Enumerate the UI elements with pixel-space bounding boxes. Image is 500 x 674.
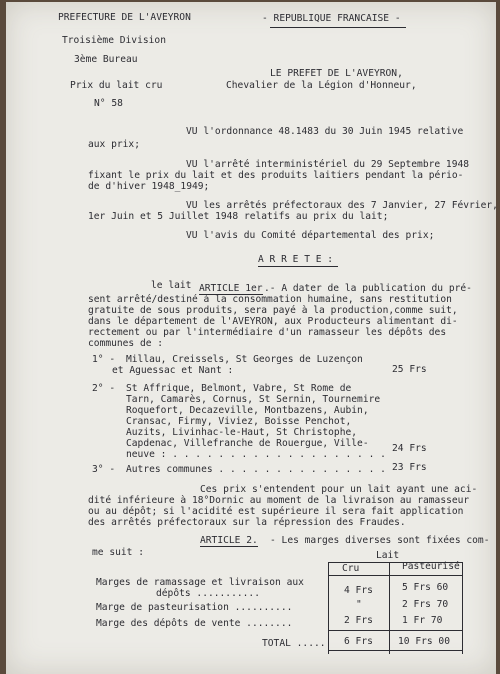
table-right-rule xyxy=(462,562,463,654)
arrete-underline xyxy=(258,266,338,267)
article1-insert: le lait xyxy=(151,280,192,291)
document-page xyxy=(6,2,496,674)
article1-line: sent arrêté/destiné à la consommation humaine, sans restitution xyxy=(88,294,452,305)
table-bottom-rule xyxy=(328,650,462,651)
article1-line: dans le département de l'AVEYRON, aux Producteurs alimentant di- xyxy=(88,316,458,327)
table-cell-pasteurise: 1 Fr 70 xyxy=(402,615,443,626)
table-total-cru: 6 Frs xyxy=(344,636,373,647)
zone-communes: St Affrique, Belmont, Vabre, St Rome de xyxy=(126,383,352,394)
prefect-honour: Chevalier de la Légion d'Honneur, xyxy=(226,80,417,91)
zone-price: 23 Frs xyxy=(392,462,427,473)
preamble-line: VU l'avis du Comité départemental des prix; xyxy=(186,230,435,241)
zone-number: 3° - xyxy=(92,464,116,475)
zone-communes: Capdenac, Villefranche de Rouergue, Ville- xyxy=(126,438,369,449)
article1-line: rectement ou par l'intermédiaire d'un ramasseur les dépôts des xyxy=(88,327,447,338)
zone-communes: Millau, Creissels, St Georges de Luzençon xyxy=(126,354,363,365)
preamble-line: 1er Juin et 5 Juillet 1948 relatifs au prix du lait; xyxy=(88,211,389,222)
table-cell-cru: " xyxy=(356,599,362,610)
republic-underline xyxy=(270,27,406,28)
preamble-line: VU l'ordonnance 48.1483 du 30 Juin 1945 relative xyxy=(186,126,464,137)
bureau-label: 3ème Bureau xyxy=(74,54,138,65)
article2-label: ARTICLE 2. xyxy=(200,535,258,546)
table-row-label: Marge de pasteurisation .......... xyxy=(96,602,293,613)
preamble-line: de d'hiver 1948_1949; xyxy=(88,181,210,192)
zone-communes: Tarn, Camarès, Cornus, St Sernin, Tournemire xyxy=(126,394,381,405)
table-left-rule xyxy=(328,562,329,654)
zone-price: 25 Frs xyxy=(392,364,427,375)
table-cell-cru: 2 Frs xyxy=(344,615,373,626)
table-row-label: Marges de ramassage et livraison aux xyxy=(96,577,304,588)
zone-communes: Auzits, Livinhac-le-Haut, St Christophe, xyxy=(126,427,358,438)
article1-label: ARTICLE 1er xyxy=(199,283,263,294)
table-total-pasteurise: 10 Frs 00 xyxy=(398,636,450,647)
republic-heading: - REPUBLIQUE FRANCAISE - xyxy=(262,13,401,24)
subject-number: N° 58 xyxy=(94,98,123,109)
acidity-line: ou au dépôt; si l'acidité est supérieure il sera fait application xyxy=(88,506,464,517)
preamble-line: fixant le prix du lait et des produits laitiers pendant la pério- xyxy=(88,170,464,181)
table-cell-pasteurise: 2 Frs 70 xyxy=(402,599,449,610)
zone-price: 24 Frs xyxy=(392,443,427,454)
table-col-pasteurise: Pasteurisé xyxy=(402,561,460,572)
article2-text: me suit : xyxy=(92,547,144,558)
table-group-header: Lait xyxy=(376,550,400,561)
zone-number: 1° - xyxy=(92,354,116,365)
zone-communes: et Aguessac et Nant : xyxy=(112,365,234,376)
prefect-title: LE PREFET DE L'AVEYRON, xyxy=(270,68,403,79)
zone-communes: Cransac, Firmy, Viviez, Boisse Penchot, xyxy=(126,416,352,427)
preamble-line: VU les arrêtés préfectoraux des 7 Janvier, 27 Février, xyxy=(186,200,498,211)
preamble-line: aux prix; xyxy=(88,139,140,150)
article1-line: .- A dater de la publication du pré- xyxy=(264,283,472,294)
table-total-label: TOTAL ..... xyxy=(262,638,326,649)
preamble-line: VU l'arrêté interministériel du 29 Septembre 1948 xyxy=(186,159,470,170)
zone-communes: Roquefort, Decazeville, Montbazens, Aubin, xyxy=(126,405,369,416)
acidity-line: des arrêtés préfectoraux sur la répression des Fraudes. xyxy=(88,517,406,528)
table-col-cru: Cru xyxy=(342,563,360,574)
article1-line: communes de : xyxy=(88,338,164,349)
table-subheader-rule xyxy=(328,575,462,576)
division-label: Troisième Division xyxy=(62,35,166,46)
zone-number: 2° - xyxy=(92,383,116,394)
arrete-heading: A R R E T E : xyxy=(258,254,334,265)
table-middle-rule xyxy=(389,562,390,654)
table-row-label: Marge des dépôts de vente ........ xyxy=(96,618,293,629)
acidity-line: dité inférieure à 18°Dornic au moment de la livraison au ramasseur xyxy=(88,495,470,506)
table-total-rule xyxy=(328,630,462,631)
acidity-line: Ces prix s'entendent pour un lait ayant une aci- xyxy=(200,484,478,495)
subject-title: Prix du lait cru xyxy=(70,80,163,91)
table-cell-cru: 4 Frs xyxy=(344,585,373,596)
table-cell-pasteurise: 5 Frs 60 xyxy=(402,582,449,593)
article2-text: - Les marges diverses sont fixées com- xyxy=(270,535,490,546)
table-row-label: dépôts ........... xyxy=(156,588,260,599)
prefecture-heading: PREFECTURE DE L'AVEYRON xyxy=(58,12,191,23)
zone-communes: Autres communes . . . . . . . . . . . . . . . xyxy=(126,464,386,475)
article1-line: gratuite de sous produits, sera payé à la production,comme suit, xyxy=(88,305,458,316)
zone-communes: neuve : . . . . . . . . . . . . . . . . . . . xyxy=(126,449,386,460)
